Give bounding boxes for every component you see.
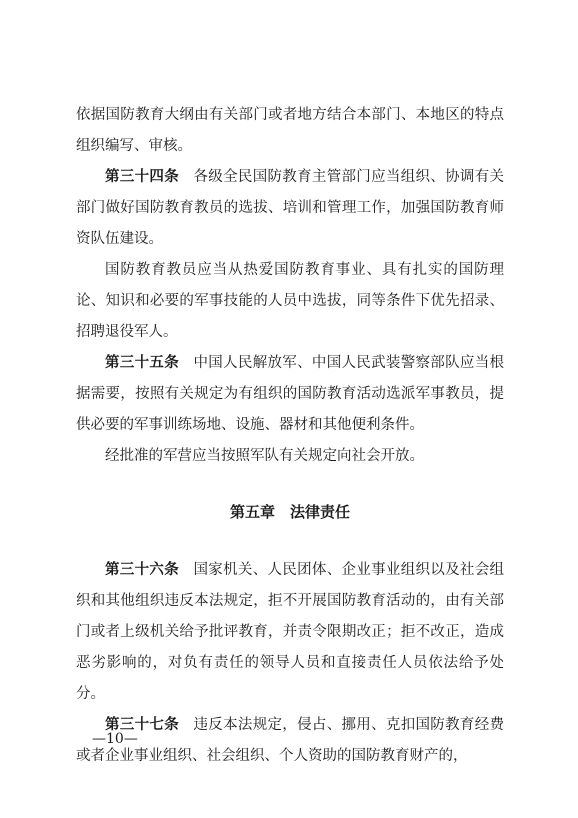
paragraph-text: 国家机关、人民团体、企业事业组织以及社会组织和其他组织违反本法规定，拒不开展国防教育活动的，由有关部门或者上级机关给予批评教育，并责令限期改正；拒不改正，造成恶劣影响的，对负有责任的领导人员和直接责任人员依法给予处分。 (76, 562, 504, 702)
chapter-title: 第五章 法律责任 (229, 503, 350, 521)
paragraph-text: 中国人民解放军、中国人民武装警察部队应当根据需要，按照有关规定为有组织的国防教育活动选派军事教员，提供必要的军事训练场地、设施、器材和其他便利条件。 (76, 355, 504, 433)
paragraph-text: 经批准的军营应当按照军队有关规定向社会开放。 (105, 448, 424, 464)
page-content (76, 100, 504, 772)
article-35 (76, 348, 504, 441)
page-number: —10— (92, 731, 138, 747)
paragraph-text: 违反本法规定，侵占、挪用、克扣国防教育经费或者企业事业组织、社会组织、个人资助的国防教育财产的， (76, 717, 504, 764)
article-number: 第三十四条 (105, 169, 179, 185)
article-number: 第三十七条 (105, 717, 179, 733)
article-number: 第三十五条 (105, 355, 179, 371)
article-number: 第三十六条 (105, 562, 179, 578)
paragraph (76, 100, 504, 162)
paragraph (76, 255, 504, 348)
article-34 (76, 162, 504, 255)
paragraph (76, 441, 504, 472)
article-36 (76, 555, 504, 710)
paragraph-text: 依据国防教育大纲由有关部门或者地方结合本部门、本地区的特点组织编写、审核。 (76, 107, 504, 154)
article-37 (76, 710, 504, 772)
paragraph-text: 国防教育教员应当从热爱国防教育事业、具有扎实的国防理论、知识和必要的军事技能的人员中选拔，同等条件下优先招录、招聘退役军人。 (76, 262, 504, 340)
paragraph-text: 各级全民国防教育主管部门应当组织、协调有关部门做好国防教育教员的选拔、培训和管理工作，加强国防教育师资队伍建设。 (76, 169, 504, 247)
